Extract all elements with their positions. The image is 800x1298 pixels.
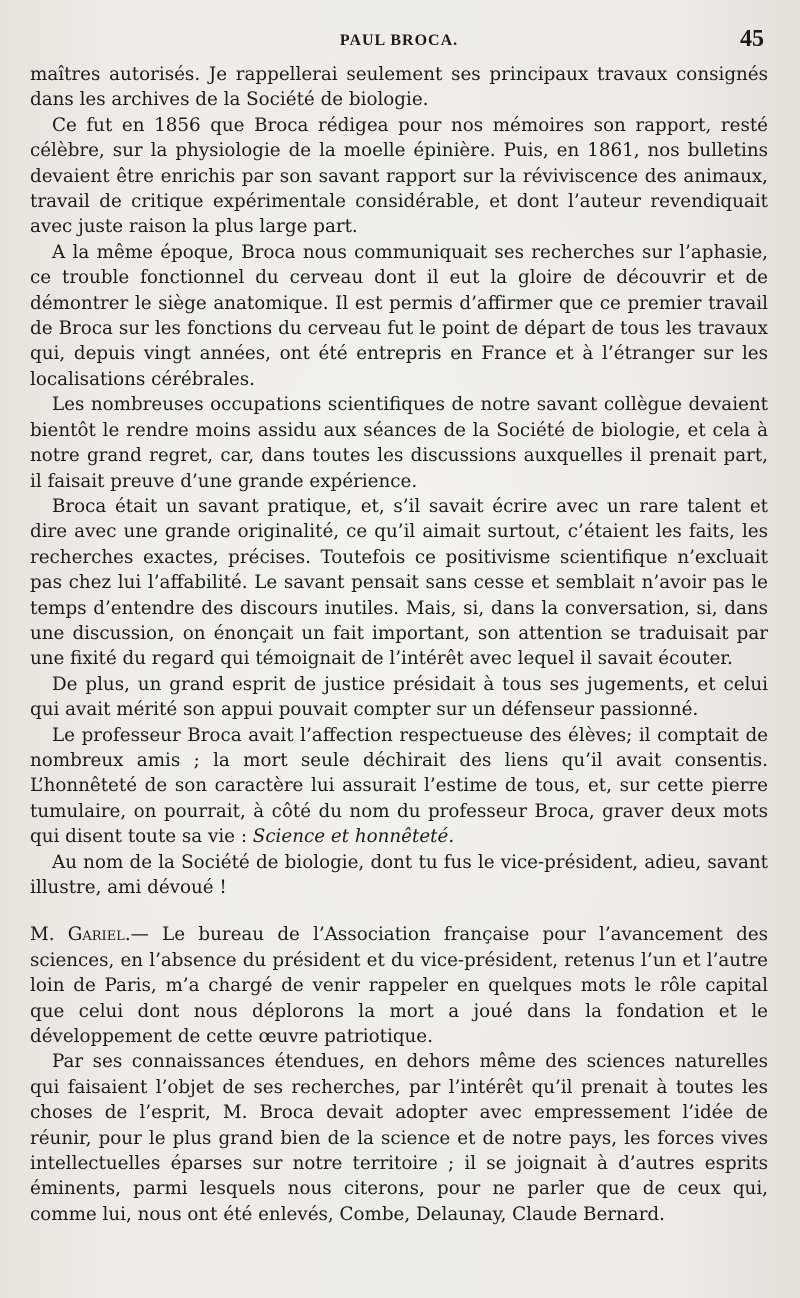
professor-text: Le professeur Broca avait l’affection respectueuse des élèves; il comptait de nombreux amis ; la mort seule déchirait des liens qu’il avait consentis. L’honnêteté de son caractère lui assurait l’estime de tous, et, sur cette pierre tumulaire, on pourrait, à côté du nom du professeur Broca, graver deux mots qui disent toute sa vie :	[30, 724, 768, 848]
paragraph-gariel	[30, 922, 768, 1049]
page-header	[30, 26, 768, 60]
motto: Science et honnêteté.	[252, 826, 455, 848]
paragraph-occupations: Les nombreuses occupations scientifiques de notre savant collègue devaient bientôt le rendre moins assidu aux séances de la Société de biologie, et cela à notre grand regret, car, dans toutes les discussions auxquelles il prenait part, il faisait preuve d’une grande expérience.	[30, 394, 768, 492]
running-head: PAUL BROCA.	[339, 32, 459, 49]
body-text	[30, 62, 768, 1227]
paragraph-1856-report: Ce fut en 1856 que Broca rédigea pour nos mémoires son rapport, resté célèbre, sur la physiologie de la moelle épinière. Puis, en 1861, nos bulletins devaient être enrichis par son savant rapport sur la réviviscence des animaux, travail de critique expérimentale considérable, et dont l’auteur revendiquait avec juste raison la plus large part.	[30, 114, 768, 238]
paragraph-aphasia: A la même époque, Broca nous communiquait ses recherches sur l’aphasie, ce trouble fonctionnel du cerveau dont il eut la gloire de découvrir et de démontrer le siège anatomique. Il est permis d’affirmer que ce premier travail de Broca sur les fonctions du cerveau fut le point de départ de tous les travaux qui, depuis vingt années, ont été entrepris en France et à l’étranger sur les localisations cérébrales.	[30, 241, 768, 390]
paragraph-justice: De plus, un grand esprit de justice présidait à tous ses jugements, et celui qui avait mérité son appui pouvait compter sur un défenseur passionné.	[30, 673, 768, 721]
paragraph-professor	[30, 723, 768, 850]
paragraph-association: Par ses connaissances étendues, en dehors même des sciences naturelles qui faisaient l’objet de ses recherches, par l’intérêt qu’il prenait à toutes les choses de l’esprit, M. Broca devait adopter avec empressement l’idée de réunir, pour le plus grand bien de la science et de notre pays, les forces vives intellectuelles éparses sur notre territoire ; il se joignait à d’autres esprits éminents, parmi lesquels nous citerons, pour ne parler que de ceux qui, comme lui, nous ont été enlevés, Combe, Delaunay, Claude Bernard.	[30, 1051, 768, 1225]
paragraph-continuation: maîtres autorisés. Je rappellerai seulement ses principaux travaux consignés dans les archives de la Société de biologie.	[30, 64, 768, 111]
paragraph-practical-scientist: Broca était un savant pratique, et, s’il savait écrire avec un rare talent et dire avec une grande originalité, ce qu’il aimait surtout, c’étaient les faits, les recherches exactes, précises. Toutefois ce positivisme scientifique n’excluait pas chez lui l’affabilité. Le savant pensait sans cesse et semblait n’avoir pas le temps d’entendre des discours inutiles. Mais, si, dans la conversation, si, dans une discussion, on énonçait un fait important, son attention se traduisait par une fixité du regard qui témoignait de l’intérêt avec lequel il savait écouter.	[30, 495, 768, 670]
speaker-name: Gariel.	[67, 924, 131, 946]
section-gap	[30, 900, 768, 922]
gariel-text: — Le bureau de l’Association française pour l’avancement des sciences, en l’absence du président et du vice-président, retenus l’un et l’autre loin de Paris, m’a chargé de venir rappeler en quelques mots le rôle capital que celui dont nous déplorons la mort a joué dans la fondation et le développement de cette œuvre patriotique.	[30, 924, 769, 1048]
page-number: 45	[740, 26, 764, 52]
paragraph-farewell: Au nom de la Société de biologie, dont tu fus le vice-président, adieu, savant illustre, ami dévoué !	[30, 851, 768, 898]
speaker-prefix: M.	[30, 924, 68, 946]
